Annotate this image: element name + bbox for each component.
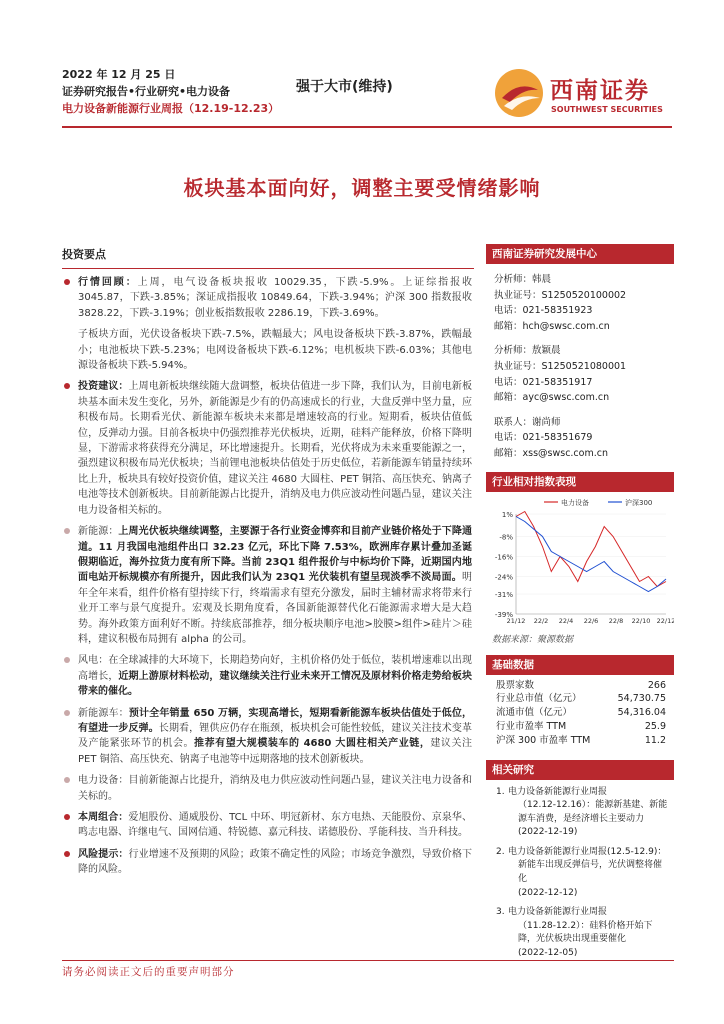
section-divider bbox=[62, 268, 474, 269]
series-line-industry bbox=[516, 511, 666, 586]
new-energy-intro: 新能源： bbox=[78, 526, 119, 538]
investment-advice bbox=[62, 379, 472, 518]
footer-disclaimer: 请务必阅读正文后的重要声明部分 bbox=[62, 966, 235, 978]
analyst-list bbox=[486, 272, 674, 462]
relative-index-chart bbox=[486, 492, 674, 630]
y-tick-label: -8% bbox=[499, 533, 513, 542]
legend-label: 沪深300 bbox=[625, 498, 653, 507]
sub-sector-text: 子板块方面，光伏设备板块下跌-7.5%，跌幅最大；风电设备板块下跌-3.87%，跌幅最小；电池板块下跌-5.23%；电网设备板块下跌-6.12%；电机板块下跌-6.03%；其他电源设备板块下跌-5.94%。 bbox=[78, 329, 472, 372]
related-item[interactable]: 2. 电力设备新能源行业周报(12.5-12.9)： 新能车出现反弹信号，光伏调整将催化 (2022-12-12) bbox=[496, 846, 667, 898]
analyst-2-email[interactable]: 邮箱：ayc@swsc.com.cn bbox=[494, 392, 610, 404]
basic-data-header: 基础数据 bbox=[486, 655, 674, 675]
investment-highlights bbox=[62, 246, 472, 878]
x-tick-label: 22/10 bbox=[631, 616, 651, 625]
market-review bbox=[62, 275, 472, 321]
power-intro: 电力设备： bbox=[78, 775, 129, 787]
footer-divider bbox=[62, 960, 674, 961]
logo-name-cn: 西南证券 bbox=[550, 77, 650, 104]
contact-phone: 电话：021-58351679 bbox=[494, 432, 593, 444]
nev-text: 长期看，锂供应仍存在瓶颈，板块机会可能性较低，建议关注技术变革及产能紧张环节的机会。 bbox=[78, 722, 473, 750]
y-tick-label: -16% bbox=[494, 553, 513, 562]
contact-name: 联系人：谢尚师 bbox=[494, 416, 561, 428]
header-info bbox=[62, 66, 279, 117]
y-tick-label: -31% bbox=[494, 590, 513, 599]
portfolio-lead: 本周组合： bbox=[78, 812, 129, 823]
related-header: 相关研究 bbox=[486, 760, 674, 780]
basic-data-table bbox=[486, 679, 674, 748]
logo bbox=[494, 64, 674, 122]
logo-name-en: SOUTHWEST SECURITIES bbox=[551, 105, 663, 114]
power-text: 目前新能源占比提升，消纳及电力供应波动性问题凸显，建议关注电力设备和关标的。 bbox=[78, 775, 473, 802]
bullet-icon bbox=[64, 814, 70, 820]
new-energy-bold: 上周光伏板块继续调整，主要源于各行业资金博弈和目前产业链价格处于下降通道。11 月我国电池组件出口 32.23 亿元，环比下降 7.53%，欧洲库存累计叠加圣诞假期临近，海外拉货力度有所下降。当前 23Q1 组件报价与中标均价下降，近期国内地面电站开标规模亦有所提升，因此我们认为 23Q1 光伏装机有望呈现淡季不淡局面。 bbox=[78, 526, 473, 584]
report-date: 2022 年 12 月 25 日 bbox=[62, 68, 176, 81]
wind-intro: 风电： bbox=[78, 655, 109, 667]
investment-advice-text: 上周电新板块继续随大盘调整，板块估值进一步下降，我们认为，目前电新板块基本面未发生变化，另外，新能源是少有的仍高速成长的行业，大盘反弹中坚力量，应积极布局。长期看光伏、新能源车板块未来都是增速较高的行业。短期看，板块估值低位，反弹动力强。目前各板块中仍强烈推荐光伏板块，近期，硅料产能释放，价格下降明显，下游需求将获得充分满足，环比增速提升。长期看，光伏将成为未来重要能源之一，强烈建议积极布局光伏板块；当前锂电池板块估值处于历史低位，若新能源车销量持续环比上升，板块具有较好投资价值，建议关注 4680 大圆柱、PET 铜箔、高压快充、钠离子电池等技术创新板块。目前新能源占比提升，消纳及电力供应波动性问题凸显，建议关注电力设备相关标的。 bbox=[78, 381, 473, 516]
basic-data-row: 沪深 300 市盈率 TTM 11.2 bbox=[496, 734, 666, 746]
related-list bbox=[486, 786, 674, 961]
basic-data-row: 行业市盈率 TTM 25.9 bbox=[496, 720, 666, 732]
chart-source: 数据来源：聚源数据 bbox=[492, 634, 574, 645]
contact-email[interactable]: 邮箱：xss@swsc.com.cn bbox=[494, 447, 608, 459]
bullet-icon bbox=[64, 710, 70, 716]
analyst-1-email[interactable]: 邮箱：hch@swsc.com.cn bbox=[494, 320, 610, 332]
new-energy bbox=[62, 524, 472, 647]
x-tick-label: 22/12 bbox=[656, 616, 674, 625]
weekly-portfolio bbox=[62, 810, 472, 841]
report-name: 电力设备新能源行业周报（12.19-12.23） bbox=[62, 102, 280, 115]
sidebar bbox=[486, 244, 674, 961]
legend-label: 电力设备 bbox=[561, 498, 589, 507]
report-category: 证券研究报告•行业研究•电力设备 bbox=[62, 85, 231, 98]
related-item[interactable]: 1. 电力设备新能源行业周报 （12.12-12.16）：能源新基建、新能源车消费，是经济增长主要动力 (2022-12-19) bbox=[496, 786, 668, 838]
bullet-icon bbox=[64, 851, 70, 857]
analyst-1-license: 执业证号：S1250520100002 bbox=[494, 289, 627, 301]
bullet-icon bbox=[64, 528, 70, 534]
new-energy-text: 明年全年来看，组件价格有望持续下行，终端需求有望充分激发，届时主辅材需求将带来行业开工率与景气度提升。宏观及长期角度看，各国新能源替代化石能源需求增大是大趋势。海外政策方面利好不断。持续底部推荐，细分板块顺序电池>胶膜>组件>硅片＞硅料，建议积极布局拥有 alpha 的公司。 bbox=[78, 572, 472, 645]
market-review-lead: 行情回顾： bbox=[78, 277, 138, 288]
nev-bold-2: 推荐有望大规模装车的 4680 大圆柱相关产业链， bbox=[194, 738, 431, 750]
x-tick-label: 22/8 bbox=[608, 616, 624, 625]
bullet-icon bbox=[64, 777, 70, 783]
risk-text: 行业增速不及预期的风险；政策不确定性的风险；市场竞争激烈，导致价格下降的风险。 bbox=[78, 848, 473, 876]
nev-text-2: 建议关注 PET 铜箔、高压快充、钠离子电池等中远期落地的技术创新板块。 bbox=[78, 738, 473, 765]
x-tick-label: 22/4 bbox=[558, 616, 574, 625]
wind-text: 在全球减排的大环境下，长期趋势向好，主机价格仍处于低位，装机增速难以出现高增长， bbox=[78, 655, 473, 682]
x-tick-label: 21/12 bbox=[506, 616, 526, 625]
section-title: 投资要点 bbox=[62, 248, 106, 261]
nev-intro: 新能源车： bbox=[78, 707, 129, 719]
y-tick-label: 1% bbox=[501, 510, 513, 519]
main-title: 板块基本面向好，调整主要受情绪影响 bbox=[183, 176, 541, 200]
x-tick-label: 22/2 bbox=[533, 616, 549, 625]
power-equipment bbox=[62, 773, 472, 804]
analyst-1-name: 分析师：韩晨 bbox=[494, 274, 552, 285]
bullet-icon bbox=[64, 657, 70, 663]
bullet-icon bbox=[64, 383, 70, 389]
logo-icon bbox=[494, 68, 544, 118]
sub-sector-review bbox=[62, 327, 472, 373]
analyst-2-phone: 电话：021-58351917 bbox=[494, 376, 593, 388]
investment-advice-lead: 投资建议： bbox=[78, 381, 129, 393]
risk-warning bbox=[62, 847, 472, 878]
analyst-2-license: 执业证号：S1250521080001 bbox=[494, 360, 627, 372]
nev bbox=[62, 706, 472, 768]
header-divider bbox=[62, 126, 672, 128]
wind-power bbox=[62, 653, 472, 699]
analyst-header: 西南证券研究发展中心 bbox=[486, 244, 674, 264]
rating: 强于大市(维持) bbox=[296, 79, 393, 95]
chart-svg bbox=[486, 492, 674, 630]
basic-data-row: 股票家数 266 bbox=[496, 679, 666, 691]
y-tick-label: -24% bbox=[494, 573, 513, 582]
basic-data-row: 行业总市值（亿元） 54,730.75 bbox=[496, 693, 666, 705]
bullet-icon bbox=[64, 279, 70, 285]
nev-bold: 预计全年销量 650 万辆，实现高增长，短期看新能源车板块估值处于低位，有望进一步反弹。 bbox=[78, 707, 473, 734]
basic-data-row: 流通市值（亿元） 54,316.04 bbox=[496, 707, 666, 719]
risk-lead: 风险提示： bbox=[78, 848, 129, 860]
related-item[interactable]: 3. 电力设备新能源行业周报 （11.28-12.2）：硅料价格开始下降，光伏板块出现重要催化 (2022-12-05) bbox=[496, 907, 653, 959]
analyst-1-phone: 电话：021-58351923 bbox=[494, 305, 593, 317]
analyst-2-name: 分析师：敖颖晨 bbox=[494, 345, 561, 357]
portfolio-text: 爱旭股份、通威股份、TCL 中环、明冠新材、东方电热、天能股份、京泉华、鸣志电器、许继电气、国网信通、特锐德、嘉元科技、诺德股份、孚能科技、当升科技。 bbox=[78, 812, 472, 839]
market-review-text: 上周，电气设备板块报收 10029.35，下跌-5.9%。上证综指报收 3045.87，下跌-3.85%；深证成指报收 10849.64，下跌-3.94%；沪深 300 指数报收 3828.22，下跌-3.19%；创业板指数报收 2286.19，下跌-3.69%。 bbox=[78, 277, 473, 319]
wind-bold: 近期上游原材料松动，建议继续关注行业未来开工情况及原材料价格走势给板块带来的催化。 bbox=[78, 670, 473, 698]
y-tick-label: -39% bbox=[494, 610, 513, 619]
x-tick-label: 22/6 bbox=[583, 616, 599, 625]
chart-header: 行业相对指数表现 bbox=[486, 472, 674, 492]
